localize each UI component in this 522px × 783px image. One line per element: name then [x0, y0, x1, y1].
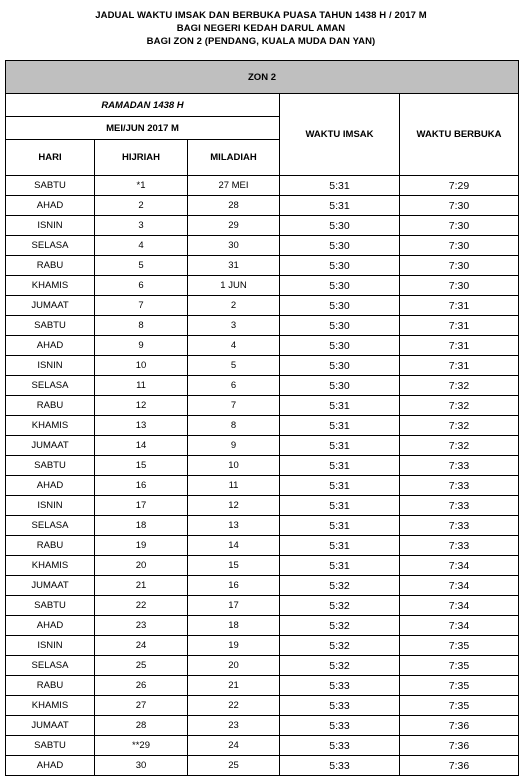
day-cell: KHAMIS [6, 276, 95, 296]
imsak-time-cell: 5:33 [280, 756, 400, 776]
table-row [6, 576, 519, 596]
berbuka-time-cell: 7:34 [400, 596, 519, 616]
miladiah-cell: 22 [188, 696, 280, 716]
berbuka-time-cell: 7:30 [400, 236, 519, 256]
table-row [6, 336, 519, 356]
imsak-time-cell: 5:31 [280, 196, 400, 216]
berbuka-time-cell: 7:33 [400, 476, 519, 496]
day-cell: SABTU [6, 736, 95, 756]
berbuka-time-cell: 7:36 [400, 756, 519, 776]
day-cell: SABTU [6, 316, 95, 336]
berbuka-time-cell: 7:30 [400, 276, 519, 296]
document-title: JADUAL WAKTU IMSAK DAN BERBUKA PUASA TAHUN 1438 H / 2017 M [95, 10, 427, 21]
table-row [6, 176, 519, 196]
berbuka-time-cell: 7:32 [400, 376, 519, 396]
berbuka-time-cell: 7:34 [400, 556, 519, 576]
miladiah-cell: 6 [188, 376, 280, 396]
imsak-time-cell: 5:30 [280, 236, 400, 256]
imsak-time-cell: 5:33 [280, 676, 400, 696]
berbuka-time-cell: 7:35 [400, 636, 519, 656]
table-row [6, 236, 519, 256]
table-row [6, 396, 519, 416]
miladiah-cell: 10 [188, 456, 280, 476]
miladiah-cell: 15 [188, 556, 280, 576]
schedule-body [6, 61, 519, 776]
day-cell: RABU [6, 256, 95, 276]
imsak-time-cell: 5:31 [280, 536, 400, 556]
hijriah-cell: 21 [95, 576, 188, 596]
miladiah-cell: 23 [188, 716, 280, 736]
berbuka-time-cell: 7:36 [400, 736, 519, 756]
miladiah-cell: 20 [188, 656, 280, 676]
table-row [6, 556, 519, 576]
berbuka-time-cell: 7:33 [400, 516, 519, 536]
hijriah-cell: 6 [95, 276, 188, 296]
imsak-time-cell: 5:31 [280, 176, 400, 196]
table-row [6, 696, 519, 716]
hijriah-cell: 7 [95, 296, 188, 316]
imsak-time-cell: 5:31 [280, 396, 400, 416]
miladiah-cell: 12 [188, 496, 280, 516]
day-cell: AHAD [6, 476, 95, 496]
table-row [6, 356, 519, 376]
imsak-time-cell: 5:31 [280, 516, 400, 536]
day-cell: JUMAAT [6, 716, 95, 736]
miladiah-column-header: MILADIAH [188, 140, 280, 176]
hijriah-cell: 25 [95, 656, 188, 676]
hijriah-cell: 22 [95, 596, 188, 616]
miladiah-cell: 16 [188, 576, 280, 596]
hijriah-cell: 23 [95, 616, 188, 636]
berbuka-time-cell: 7:29 [400, 176, 519, 196]
day-cell: SELASA [6, 656, 95, 676]
berbuka-time-cell: 7:32 [400, 396, 519, 416]
imsak-time-cell: 5:32 [280, 656, 400, 676]
table-row [6, 256, 519, 276]
table-row [6, 536, 519, 556]
imsak-time-cell: 5:32 [280, 576, 400, 596]
imsak-time-cell: 5:30 [280, 276, 400, 296]
miladiah-cell: 11 [188, 476, 280, 496]
day-cell: SABTU [6, 596, 95, 616]
hijriah-cell: 24 [95, 636, 188, 656]
berbuka-time-cell: 7:35 [400, 676, 519, 696]
zone-row [6, 61, 519, 94]
imsak-time-cell: 5:31 [280, 496, 400, 516]
miladiah-cell: 30 [188, 236, 280, 256]
imsak-time-cell: 5:30 [280, 216, 400, 236]
hijriah-cell: 17 [95, 496, 188, 516]
hijriah-cell: 8 [95, 316, 188, 336]
day-cell: ISNIN [6, 636, 95, 656]
table-row [6, 416, 519, 436]
day-cell: KHAMIS [6, 556, 95, 576]
berbuka-time-cell: 7:35 [400, 696, 519, 716]
schedule-table [5, 60, 519, 776]
miladiah-cell: 9 [188, 436, 280, 456]
miladiah-cell: 3 [188, 316, 280, 336]
day-cell: ISNIN [6, 356, 95, 376]
day-cell: JUMAAT [6, 296, 95, 316]
day-cell: AHAD [6, 756, 95, 776]
imsak-time-cell: 5:33 [280, 696, 400, 716]
miladiah-cell: 17 [188, 596, 280, 616]
table-row [6, 716, 519, 736]
hijriah-cell: 28 [95, 716, 188, 736]
imsak-time-cell: 5:30 [280, 336, 400, 356]
berbuka-time-cell: 7:33 [400, 456, 519, 476]
imsak-time-cell: 5:33 [280, 736, 400, 756]
berbuka-time-cell: 7:30 [400, 216, 519, 236]
miladiah-cell: 18 [188, 616, 280, 636]
miladiah-cell: 19 [188, 636, 280, 656]
imsak-time-cell: 5:31 [280, 476, 400, 496]
table-row [6, 516, 519, 536]
hijriah-cell: 5 [95, 256, 188, 276]
hijriah-cell: 26 [95, 676, 188, 696]
table-row [6, 316, 519, 336]
table-row [6, 376, 519, 396]
hijriah-cell: 12 [95, 396, 188, 416]
imsak-time-cell: 5:30 [280, 316, 400, 336]
day-cell: JUMAAT [6, 576, 95, 596]
table-row [6, 216, 519, 236]
hijriah-cell: 4 [95, 236, 188, 256]
table-row [6, 596, 519, 616]
hijriah-cell: 19 [95, 536, 188, 556]
berbuka-time-cell: 7:33 [400, 536, 519, 556]
hijriah-cell: 14 [95, 436, 188, 456]
imsak-time-cell: 5:32 [280, 596, 400, 616]
hijriah-column-header: HIJRIAH [95, 140, 188, 176]
imsak-time-cell: 5:31 [280, 416, 400, 436]
berbuka-time-cell: 7:30 [400, 256, 519, 276]
table-row [6, 296, 519, 316]
day-cell: SABTU [6, 176, 95, 196]
hijriah-cell: 3 [95, 216, 188, 236]
miladiah-cell: 31 [188, 256, 280, 276]
hari-column-header: HARI [6, 140, 95, 176]
miladiah-cell: 1 JUN [188, 276, 280, 296]
miladiah-cell: 13 [188, 516, 280, 536]
table-row [6, 196, 519, 216]
day-cell: KHAMIS [6, 696, 95, 716]
imsak-time-cell: 5:33 [280, 716, 400, 736]
hijriah-cell: 2 [95, 196, 188, 216]
miladiah-cell: 27 MEI [188, 176, 280, 196]
day-cell: AHAD [6, 616, 95, 636]
berbuka-time-cell: 7:32 [400, 436, 519, 456]
table-row [6, 476, 519, 496]
day-cell: SELASA [6, 236, 95, 256]
table-row [6, 276, 519, 296]
imsak-time-cell: 5:30 [280, 256, 400, 276]
miladiah-cell: 29 [188, 216, 280, 236]
day-cell: RABU [6, 396, 95, 416]
berbuka-time-cell: 7:34 [400, 616, 519, 636]
berbuka-time-cell: 7:31 [400, 336, 519, 356]
imsak-time-cell: 5:32 [280, 616, 400, 636]
hijriah-cell: 18 [95, 516, 188, 536]
day-cell: RABU [6, 676, 95, 696]
miladiah-cell: 4 [188, 336, 280, 356]
table-row [6, 436, 519, 456]
berbuka-time-cell: 7:31 [400, 316, 519, 336]
ramadan-header: RAMADAN 1438 H [6, 94, 280, 117]
imsak-time-cell: 5:30 [280, 296, 400, 316]
miladiah-cell: 14 [188, 536, 280, 556]
month-header: MEI/JUN 2017 M [6, 117, 280, 140]
miladiah-cell: 25 [188, 756, 280, 776]
day-cell: AHAD [6, 196, 95, 216]
day-cell: ISNIN [6, 216, 95, 236]
miladiah-cell: 24 [188, 736, 280, 756]
hijriah-cell: 13 [95, 416, 188, 436]
berbuka-time-cell: 7:35 [400, 656, 519, 676]
document-subtitle-zone: BAGI ZON 2 (PENDANG, KUALA MUDA DAN YAN) [146, 36, 376, 47]
berbuka-time-cell: 7:36 [400, 716, 519, 736]
hijriah-cell: 11 [95, 376, 188, 396]
day-cell: RABU [6, 536, 95, 556]
hijriah-cell: *1 [95, 176, 188, 196]
day-cell: SELASA [6, 376, 95, 396]
table-row [6, 676, 519, 696]
imsak-time-cell: 5:31 [280, 436, 400, 456]
hijriah-cell: 27 [95, 696, 188, 716]
berbuka-time-cell: 7:32 [400, 416, 519, 436]
zone-header: ZON 2 [6, 61, 519, 94]
day-cell: ISNIN [6, 496, 95, 516]
berbuka-time-cell: 7:33 [400, 496, 519, 516]
table-row [6, 616, 519, 636]
table-row [6, 756, 519, 776]
berbuka-time-cell: 7:31 [400, 356, 519, 376]
berbuka-time-cell: 7:30 [400, 196, 519, 216]
imsak-time-cell: 5:31 [280, 456, 400, 476]
table-row [6, 736, 519, 756]
document-subtitle-state: BAGI NEGERI KEDAH DARUL AMAN [176, 23, 346, 34]
table-row [6, 656, 519, 676]
hijriah-cell: 9 [95, 336, 188, 356]
header-row-ramadan [6, 94, 519, 117]
day-cell: SELASA [6, 516, 95, 536]
miladiah-cell: 8 [188, 416, 280, 436]
day-cell: AHAD [6, 336, 95, 356]
miladiah-cell: 5 [188, 356, 280, 376]
berbuka-time-cell: 7:31 [400, 296, 519, 316]
day-cell: JUMAAT [6, 436, 95, 456]
hijriah-cell: 10 [95, 356, 188, 376]
imsak-time-cell: 5:31 [280, 556, 400, 576]
miladiah-cell: 28 [188, 196, 280, 216]
berbuka-time-cell: 7:34 [400, 576, 519, 596]
hijriah-cell: 15 [95, 456, 188, 476]
table-row [6, 496, 519, 516]
day-cell: KHAMIS [6, 416, 95, 436]
imsak-time-cell: 5:30 [280, 356, 400, 376]
hijriah-cell: 20 [95, 556, 188, 576]
table-row [6, 636, 519, 656]
imsak-time-cell: 5:32 [280, 636, 400, 656]
imsak-column-header: WAKTU IMSAK [280, 94, 400, 176]
miladiah-cell: 7 [188, 396, 280, 416]
imsak-time-cell: 5:30 [280, 376, 400, 396]
berbuka-column-header: WAKTU BERBUKA [400, 94, 519, 176]
hijriah-cell: 16 [95, 476, 188, 496]
table-row [6, 456, 519, 476]
hijriah-cell: 30 [95, 756, 188, 776]
day-cell: SABTU [6, 456, 95, 476]
miladiah-cell: 21 [188, 676, 280, 696]
miladiah-cell: 2 [188, 296, 280, 316]
hijriah-cell: **29 [95, 736, 188, 756]
